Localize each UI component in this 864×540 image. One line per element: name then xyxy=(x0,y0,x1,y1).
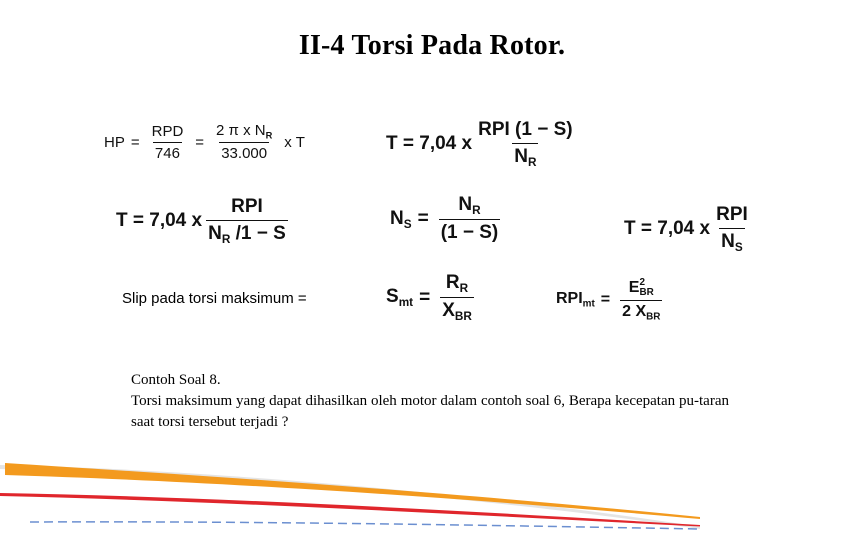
equals-sign: = xyxy=(600,291,611,309)
subscript: R xyxy=(221,233,231,247)
equals-sign: = xyxy=(195,133,205,151)
ns-equation xyxy=(390,194,504,244)
subscript: S xyxy=(403,217,412,231)
subscript: R xyxy=(472,204,481,218)
fraction-rpi-nr xyxy=(206,196,288,246)
fraction-numerator xyxy=(627,278,656,300)
lhs-text: N xyxy=(390,207,404,229)
torque-equation-2 xyxy=(116,196,292,246)
decorative-swoosh xyxy=(0,455,864,540)
fraction-denominator xyxy=(512,143,538,169)
denominator-text: N xyxy=(208,223,222,244)
numerator-text: E xyxy=(628,279,640,297)
subscript: R xyxy=(459,282,469,296)
equals-sign: = xyxy=(417,208,429,230)
numerator-text: N xyxy=(458,194,473,215)
fraction-denominator xyxy=(620,300,662,322)
subscript: mt xyxy=(398,296,414,310)
page-title: II-4 Torsi Pada Rotor. xyxy=(298,30,566,61)
smt-equation xyxy=(386,272,478,323)
fraction-rpi-ns xyxy=(714,204,750,254)
fraction-denominator xyxy=(719,228,745,254)
lhs-text: RPI xyxy=(556,290,583,308)
hp-equation xyxy=(104,122,311,162)
numerator-text: R xyxy=(445,272,460,293)
denominator-text: 2 X xyxy=(622,302,647,320)
denominator-tail: /1 − S xyxy=(230,223,286,244)
fraction-denominator xyxy=(206,220,288,246)
subscript: R xyxy=(265,130,273,141)
sup-sub-pair xyxy=(639,278,653,298)
fraction-denominator: 33.000 xyxy=(219,142,269,162)
denominator-text: N xyxy=(514,146,528,167)
lhs-text: S xyxy=(386,286,399,308)
subscript: BR xyxy=(639,286,654,298)
equals-sign: = xyxy=(419,286,431,308)
fraction-denominator: 746 xyxy=(153,142,182,162)
fraction-numerator xyxy=(444,272,470,297)
fraction-ebr-xbr xyxy=(620,278,662,322)
fraction-denominator: (1 − S) xyxy=(439,219,501,244)
subscript: mt xyxy=(582,298,595,310)
fraction-rr-xbr xyxy=(440,272,474,323)
fraction-2pi-nr xyxy=(214,122,274,162)
subscript: BR xyxy=(646,311,661,323)
subscript: S xyxy=(734,241,743,255)
ns-lhs xyxy=(390,208,412,231)
hp-tail: x T xyxy=(284,133,305,151)
example-heading: Contoh Soal 8. xyxy=(131,372,221,388)
torque-lhs: T = 7,04 x xyxy=(116,210,203,232)
fraction-numerator xyxy=(456,194,482,219)
torque-lhs: T = 7,04 x xyxy=(624,218,711,240)
torque-equation-3 xyxy=(624,204,754,254)
example-text: Torsi maksimum yang dapat dihasilkan oleh motor dalam contoh soal 6, Berapa kecepatan pu-taran saat torsi tersebut terjadi ? xyxy=(131,393,729,430)
fraction-numerator: RPD xyxy=(151,122,184,140)
hp-lhs: HP xyxy=(104,133,125,151)
fraction-rpd-746 xyxy=(150,123,186,162)
torque-lhs: T = 7,04 x xyxy=(386,133,473,155)
denominator-text: N xyxy=(721,231,735,252)
slip-label: Slip pada torsi maksimum = xyxy=(122,290,307,307)
superscript: 2 xyxy=(639,277,645,288)
fraction-numerator: RPI xyxy=(231,196,263,217)
fraction-nr-1s xyxy=(439,194,501,244)
fraction-rpi-1s xyxy=(476,119,575,169)
torque-equation-1 xyxy=(386,119,579,169)
fraction-denominator xyxy=(440,297,474,323)
denominator-text: X xyxy=(442,300,455,322)
rpimt-equation xyxy=(556,278,666,322)
fraction-numerator: RPI (1 − S) xyxy=(478,119,573,140)
equals-sign: = xyxy=(130,133,140,151)
fraction-numerator xyxy=(214,122,274,142)
example-problem xyxy=(131,370,729,433)
numerator-text: 2 π x N xyxy=(216,122,266,139)
subscript: BR xyxy=(454,310,472,324)
smt-lhs xyxy=(386,286,413,309)
fraction-numerator: RPI xyxy=(716,204,748,225)
subscript: R xyxy=(527,156,537,170)
rpimt-lhs xyxy=(556,290,595,309)
